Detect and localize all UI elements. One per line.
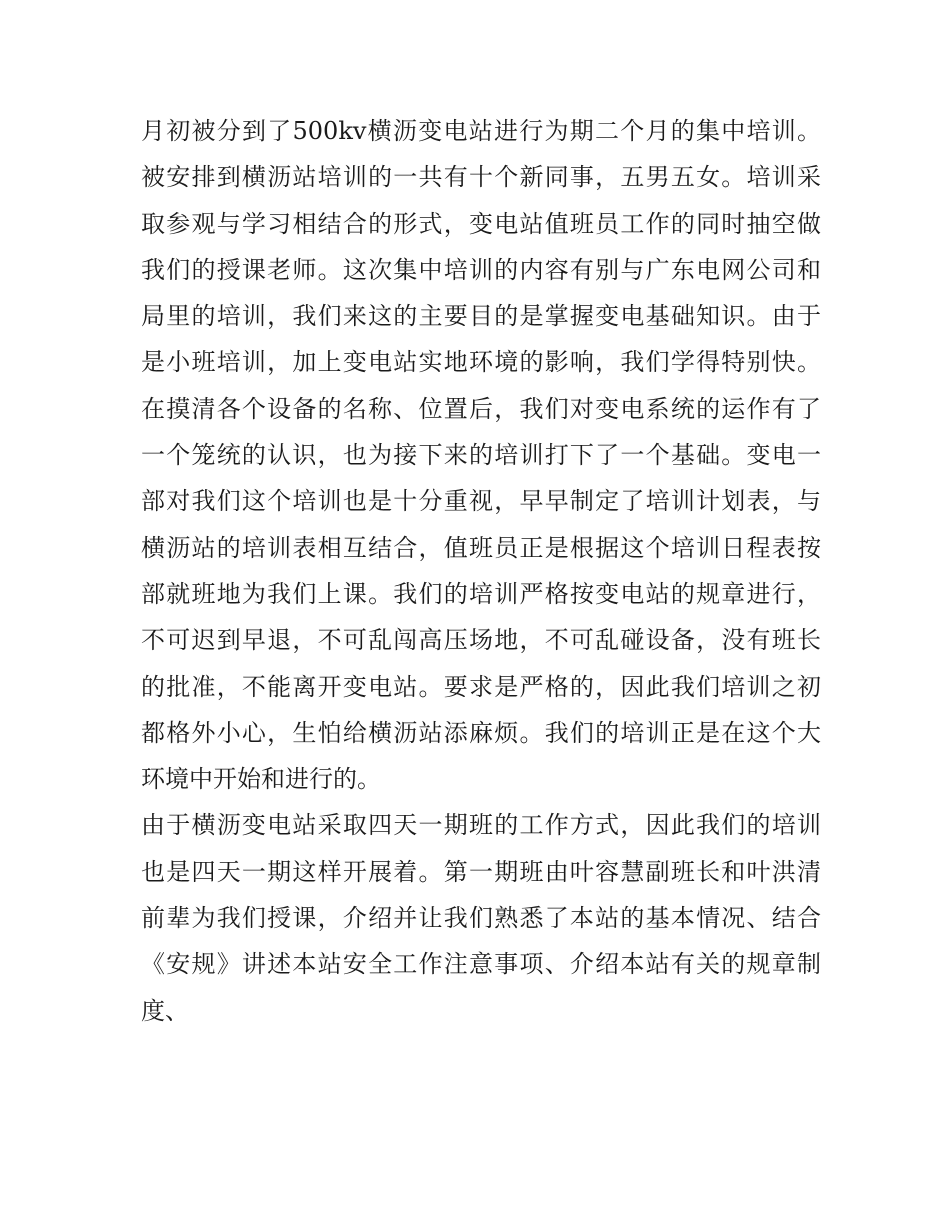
paragraph-2	[141, 802, 821, 1033]
text-line: 横沥站的培训表相互结合，值班员正是根据这个培训日程表按	[141, 533, 821, 562]
text-line: 我们的授课老师。这次集中培训的内容有别与广东电网公司和	[141, 255, 821, 284]
text-line: 的批准，不能离开变电站。要求是严格的，因此我们培训之初	[141, 672, 821, 701]
text-line: 不可迟到早退，不可乱闯高压场地，不可乱碰设备，没有班长	[141, 626, 821, 655]
text-line: 月初被分到了500kv横沥变电站进行为期二个月的集中培训。	[141, 117, 821, 145]
text-line: 《安规》讲述本站安全工作注意事项、介绍本站有关的规章制	[141, 950, 821, 979]
text-line: 在摸清各个设备的名称、位置后，我们对变电系统的运作有了	[141, 394, 821, 423]
text-line: 局里的培训，我们来这的主要目的是掌握变电基础知识。由于	[141, 302, 821, 331]
text-line: 部就班地为我们上课。我们的培训严格按变电站的规章进行，	[141, 579, 821, 608]
text-line: 取参观与学习相结合的形式，变电站值班员工作的同时抽空做	[141, 209, 821, 238]
text-line: 环境中开始和进行的。	[141, 765, 381, 794]
text-line: 前辈为我们授课，介绍并让我们熟悉了本站的基本情况、结合	[141, 904, 821, 933]
text-line: 被安排到横沥站培训的一共有十个新同事，五男五女。培训采	[141, 163, 821, 192]
text-line: 度、	[141, 996, 189, 1025]
paragraph-1	[141, 108, 821, 802]
text-line: 也是四天一期这样开展着。第一期班由叶容慧副班长和叶洪清	[141, 857, 821, 886]
text-line: 都格外小心，生怕给横沥站添麻烦。我们的培训正是在这个大	[141, 718, 821, 747]
text-line: 一个笼统的认识，也为接下来的培训打下了一个基础。变电一	[141, 441, 821, 470]
text-line: 是小班培训，加上变电站实地环境的影响，我们学得特别快。	[141, 348, 821, 377]
text-line: 由于横沥变电站采取四天一期班的工作方式，因此我们的培训	[141, 811, 821, 840]
text-line: 部对我们这个培训也是十分重视，早早制定了培训计划表，与	[141, 487, 821, 516]
document-body	[141, 108, 821, 1034]
